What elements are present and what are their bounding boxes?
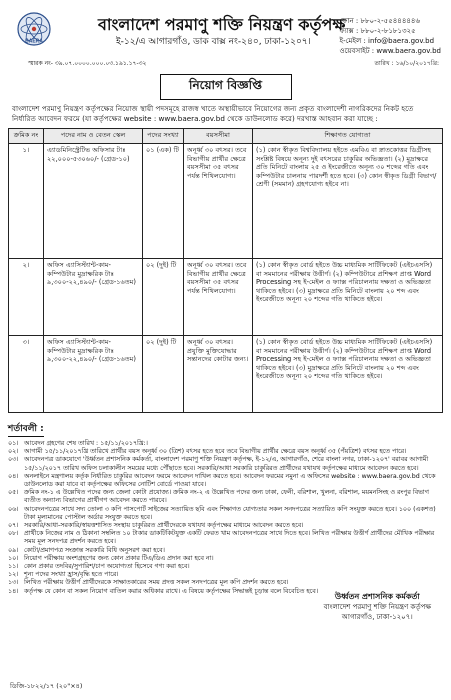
term-text: অনলাইনে মন্ত্রণালয় কর্তৃক নির্ধারিত চাকুরির আবেদন ফরমে আবেদন দাখিল করতে হবে। আবেদন ফরমের নমুনা এ অফিসের website : www.baera.gov.bd থেকে ডাউনলোড করা যাবে বা কর্তৃপক্ষের অফিসের নোটিশ বোর্ডে পাওয়া যাবে। (24, 472, 436, 489)
cell-age: অনূর্ধ্ব ৩০ বৎসর। প্রযুক্তি মুক্তিযোদ্ধার সন্তানদের কোটার জন্য। (184, 336, 253, 413)
term-number: ০৬। (8, 505, 19, 513)
col-header-count: পদের সংখ্যা (143, 129, 184, 144)
list-item (8, 563, 443, 571)
term-number: ০১। (8, 440, 19, 447)
term-number: ০৩। (8, 456, 19, 464)
term-number: ১১। (8, 563, 19, 571)
org-name: বাংলাদেশ পরমাণু শক্তি নিয়ন্ত্রণ কর্তৃপক্ষ (98, 15, 346, 34)
org-address: ই-১২/এ আগারগাঁও, ডাক বাক্স নং-২৪০, ঢাকা-১২০৭। (116, 37, 311, 47)
list-item (8, 473, 443, 489)
cell-qualification: (১) কোন স্বীকৃত বিশ্ববিদ্যালয় হইতে এমবিএ বা স্নাতকোত্তর ডিগ্রীসহ সংশ্লিষ্ট বিষয়ে অনূন্য দুই বৎসরের চাকুরির অভিজ্ঞতা। (২) মুদ্রাক্ষরে প্রতি মিনিটে বাংলায় ২৫ ও ইংরেজীতে অনূন্য ৩০ শব্দের গতি এবং কম্পিউটার চালনায় পারদর্শী হতে হবে। (৩) কোন স্বীকৃত ডিগ্রী বিভাগ/শ্রেণী (সমমান) গ্রহণযোগ্য হইবে না। (253, 144, 443, 259)
cell-post: অফিস এ্যাসিস্ট্যান্ট-কাম-কম্পিউটার মুদ্রাক্ষরিক টাঃ ৯,৩০০-২২,৪৯০/- (গ্রেড-১৬তম) (44, 259, 143, 336)
website-address: ওয়েবসাইট : www.baera.gov.bd (339, 47, 441, 55)
term-number: ০২। (8, 448, 19, 456)
term-number: ১০। (8, 554, 19, 562)
cell-count: ০২ (দুই) টি (143, 336, 184, 413)
term-number: ০৫। (8, 489, 19, 497)
col-header-age: বয়সসীমা (184, 129, 253, 144)
notice-title: নিয়োগ বিজ্ঞপ্তি (160, 74, 292, 100)
term-text: আগামী ১৫/১১/২০১৭খ্রি তারিখে প্রার্থীর বয়স অনূর্ধ্ব ৩০ (ত্রিশ) বৎসর হতে হবে তবে বিভাগীয় প্রার্থীর ক্ষেত্রে বয়স অনূর্ধ্ব ৩৫ (পঁয়ত্রিশ) বৎসর হতে পারে। (24, 448, 407, 456)
footer-code: ডিজি-১৮২২/১৭ (২০"×৪) (10, 682, 83, 690)
term-text: প্রার্থীকে নিজের নাম ও ঠিকানা সম্বলিত ১০ টাকার ডাকটিকিটযুক্ত একটি ফেরত খাম আবেদনপত্রের সাথে দিতে হবে। লিখিত পরীক্ষায় উত্তীর্ণ প্রার্থীদের মৌখিক পরীক্ষার সময় মূল সনদপত্র প্রদর্শন করতে হবে। (24, 530, 435, 546)
col-header-qualification: শিক্ষাগত যোগ্যতা (253, 129, 443, 144)
term-text: আবেদন গ্রহণের শেষ তারিখ : ১৫/১১/২০১৭খ্রি:। (24, 440, 148, 447)
term-number: ০৯। (8, 546, 19, 554)
email-address: ই-মেইল : info@baera.gov.bd (339, 37, 435, 45)
term-text: কোটা/প্রমাণপত্র সংক্রান্ত সরকারি বিধি অনুসরণ করা হবে। (24, 546, 165, 554)
intro-paragraph: বাংলাদেশ পরমাণু নিয়ন্ত্রণ কর্তৃপক্ষের নিয়োজ স্থায়ী পদসমূহে রাজস্ব খাতে অস্থায়ীভাবে নিয়োগের জন্য প্রকৃত বাংলাদেশী নাগরিকদের নিকট হতে নির্ধারিত আবেদন ফরমে (যা কর্তৃপক্ষের website : www.baera.gov.bd থেকে ডাউনলোড করে) দরখাস্ত আহবান করা যাচ্ছে : (12, 104, 414, 123)
term-text: আবেদনপত্রের সাথে সদ্য তোলা ৩ কপি পাসপোর্ট সাইজের সত্যায়িত ছবি এবং শিক্ষাগত যোগ্যতার সকল সনদপত্রের সত্যায়িত কপি সংযুক্ত করতে হবে। ১০০ (একশত) টাকা মূল্যমানের পোস্টাল অর্ডার সংযুক্ত করতে হবে। (24, 505, 436, 521)
terms-list (8, 440, 443, 596)
reference-number: স্মারক নং- ৩৯.০৭.০০০০.০০০.০৩.১৯১.১৭-৩২ (28, 60, 147, 67)
table-header-row (9, 129, 443, 144)
term-number: ১২। (8, 571, 19, 579)
cell-count: ০১ (এক) টি (143, 144, 184, 259)
cell-post: অফিস এ্যাসিস্ট্যান্ট-কাম-কম্পিউটার মুদ্রাক্ষরিক টাঃ ৯,৩০০-২২,৪৯০/- (গ্রেড-১৬তম) (44, 336, 143, 413)
list-item (8, 579, 443, 587)
letterhead (8, 6, 443, 70)
cell-qualification: (১) কোন স্বীকৃত বোর্ড হইতে উচ্চ মাধ্যমিক সার্টিফিকেট (এইচএসসি) বা সমমানের পরীক্ষায় উত্তীর্ণ। (২) কম্পিউটারে প্রশিক্ষণ প্রাপ্ত Word Processing সহ ই-মেইল ও ফ্যাক্স পরিচালনায় দক্ষতা ও অভিজ্ঞতা থাকিতে হইবে। (৩) মুদ্রাক্ষরে প্রতি মিনিটে বাংলায় ২০ শব্দ এবং ইংরেজীতে অনূন্য ২০ শব্দের গতি থাকিতে হইবে। (253, 336, 443, 413)
term-number: ১৪। (8, 587, 19, 595)
term-text: কর্তৃপক্ষ যে কোন বা সকল নিয়োগ বাতিল করার অধিকার রাখে। এ বিষয়ে কর্তৃপক্ষের সিদ্ধান্তই চূড়ান্ত বলে বিবেচিত হবে। (24, 587, 318, 595)
terms-heading: শর্তাবলী : (8, 421, 44, 437)
list-item (8, 440, 443, 448)
term-text: নিয়োগ পরীক্ষায় অংশগ্রহণের জন্য কোন প্রকার টিএ/ডিএ প্রদান করা হবে না। (24, 554, 214, 562)
cell-age: অনূর্ধ্ব ৩০ বৎসর। তবে বিভাগীয় প্রার্থীর ক্ষেত্রে বয়সসীমা ৩৫ বৎসর পর্যন্ত শিথিলযোগ্য। (184, 259, 253, 336)
cell-post: এ্যাডমিনিস্ট্রেটিভ অফিসার টাঃ ২২,০০০-৫৩০৬০/- (গ্রেড-১০) (44, 144, 143, 259)
cell-serial: ৩। (9, 336, 44, 413)
signatory-title: উর্ধ্বতন প্রশাসনিক কর্মকর্তা (334, 592, 420, 601)
signatory-org: বাংলাদেশ পরমাণু শক্তি নিয়ন্ত্রণ কর্তৃপক্ষ (323, 603, 431, 611)
logo-text: BAERA (25, 38, 43, 45)
list-item (8, 506, 443, 522)
contact-block (339, 16, 441, 56)
term-text: শূন্য পদের সংখ্যা হ্রাস/বৃদ্ধি হতে পারে। (24, 571, 119, 579)
col-header-serial: ক্রমিক নং (9, 129, 44, 144)
term-number: ০৪। (8, 472, 19, 480)
list-item (8, 489, 443, 505)
phone-number: ফোন : ৮৮০-২-৫৫৪৪৪৪৪৬ (339, 17, 421, 25)
table-row (9, 336, 443, 413)
term-text: আবেদনপত্র ডাকযোগে 'উর্ধ্বতন প্রশাসনিক কর্মকর্তা, বাংলাদেশ পরমাণু শক্তি নিয়ন্ত্রণ কর্তৃপক্ষ, ই-১২/এ, আগারগাঁও, শেরে বাংলা নগর, ঢাকা-১২০৭' বরাবর আগামী ১৫/১১/২০১৭ তারিখ অফিস চলাকালীন সময়ের মধ্যে পৌঁছাতে হবে। সরকারি/আধা সরকারি চাকুরিরত প্রার্থীদের যথাযথ কর্তৃপক্ষের মাধ্যমে আবেদন করতে হবে। (24, 456, 429, 472)
cell-count: ০২ (দুই) টি (143, 259, 184, 336)
notice-date: তারিখ : ১৬/১০/২০১৭খ্রি: (374, 60, 439, 67)
term-text: কোন প্রকার তদবির/সুপারিশ/চাপ অযোগ্যতা হিসেবে গণ্য করা হবে। (24, 563, 190, 571)
term-number: ০৮। (8, 530, 19, 538)
term-number: ০৭। (8, 522, 19, 530)
list-item (8, 547, 443, 555)
term-number: ১৩। (8, 579, 19, 587)
cell-serial: ২। (9, 259, 44, 336)
cell-age: অনূর্ধ্ব ৩০ বৎসর। তবে বিভাগীয় প্রার্থীর ক্ষেত্রে বয়সসীমা ৩৫ বৎসর পর্যন্ত শিথিলযোগ্য। (184, 144, 253, 259)
posts-table (8, 128, 443, 413)
cell-qualification: (১) কোন স্বীকৃত বোর্ড হইতে উচ্চ মাধ্যমিক সার্টিফিকেট (এইচএসসি) বা সমমানের পরীক্ষায় উত্তীর্ণ। (২) কম্পিউটারে প্রশিক্ষণ প্রাপ্ত Word Processing সহ ই-মেইল ও ফ্যাক্স পরিচালনায় দক্ষতা ও অভিজ্ঞতা থাকিতে হইবে। (৩) মুদ্রাক্ষরে প্রতি মিনিটে বাংলায় ২০ শব্দ এবং ইংরেজীতে অনূন্য ২০ শব্দের গতি থাকিতে হইবে। (253, 259, 443, 336)
table-row (9, 144, 443, 259)
fax-number: ফ্যাক্স : ৮৮০-২-৮১৮১৩২৫ (339, 27, 416, 35)
list-item (8, 522, 443, 530)
cell-serial: ১। (9, 144, 44, 259)
term-text: ক্রমিক নং-১ এ উল্লেখিত পদের জন্য জেলা কোটা প্রযোজ্য। ক্রমিক নং-২ এ উল্লেখিত পদের জন্য ঢাকা, ফেনী, বরিশাল, খুলনা, বরিশাল, ময়মনসিংহ ও রংপুর বিভাগ ব্যতীত অন্যান্য বিভাগের প্রার্থীগণ আবেদন করতে পারবে। (24, 489, 429, 505)
signatory-address: আগারগাঁও, ঢাকা-১২০৭। (341, 613, 413, 621)
baera-logo-icon (16, 11, 52, 47)
col-header-post: পদের নাম ও বেতন স্কেল (44, 129, 143, 144)
term-text: লিখিত পরীক্ষায় উত্তীর্ণ প্রার্থীদেরকে সাক্ষাতকারের সময় প্রদত্ত সকল সনদপত্রের মূল কপি প্রদর্শন করতে হবে। (24, 579, 289, 587)
signature-block (324, 592, 431, 622)
list-item (8, 530, 443, 546)
table-row (9, 259, 443, 336)
term-text: সরকারি/আধা-সরকারি/স্বায়ত্তশাসিত সংস্থায় চাকুরিরত প্রার্থীদেরকে যথাযথ কর্তৃপক্ষের মাধ্যমে আবেদন করতে হবে। (24, 522, 304, 530)
list-item (8, 456, 443, 472)
list-item (8, 555, 443, 563)
